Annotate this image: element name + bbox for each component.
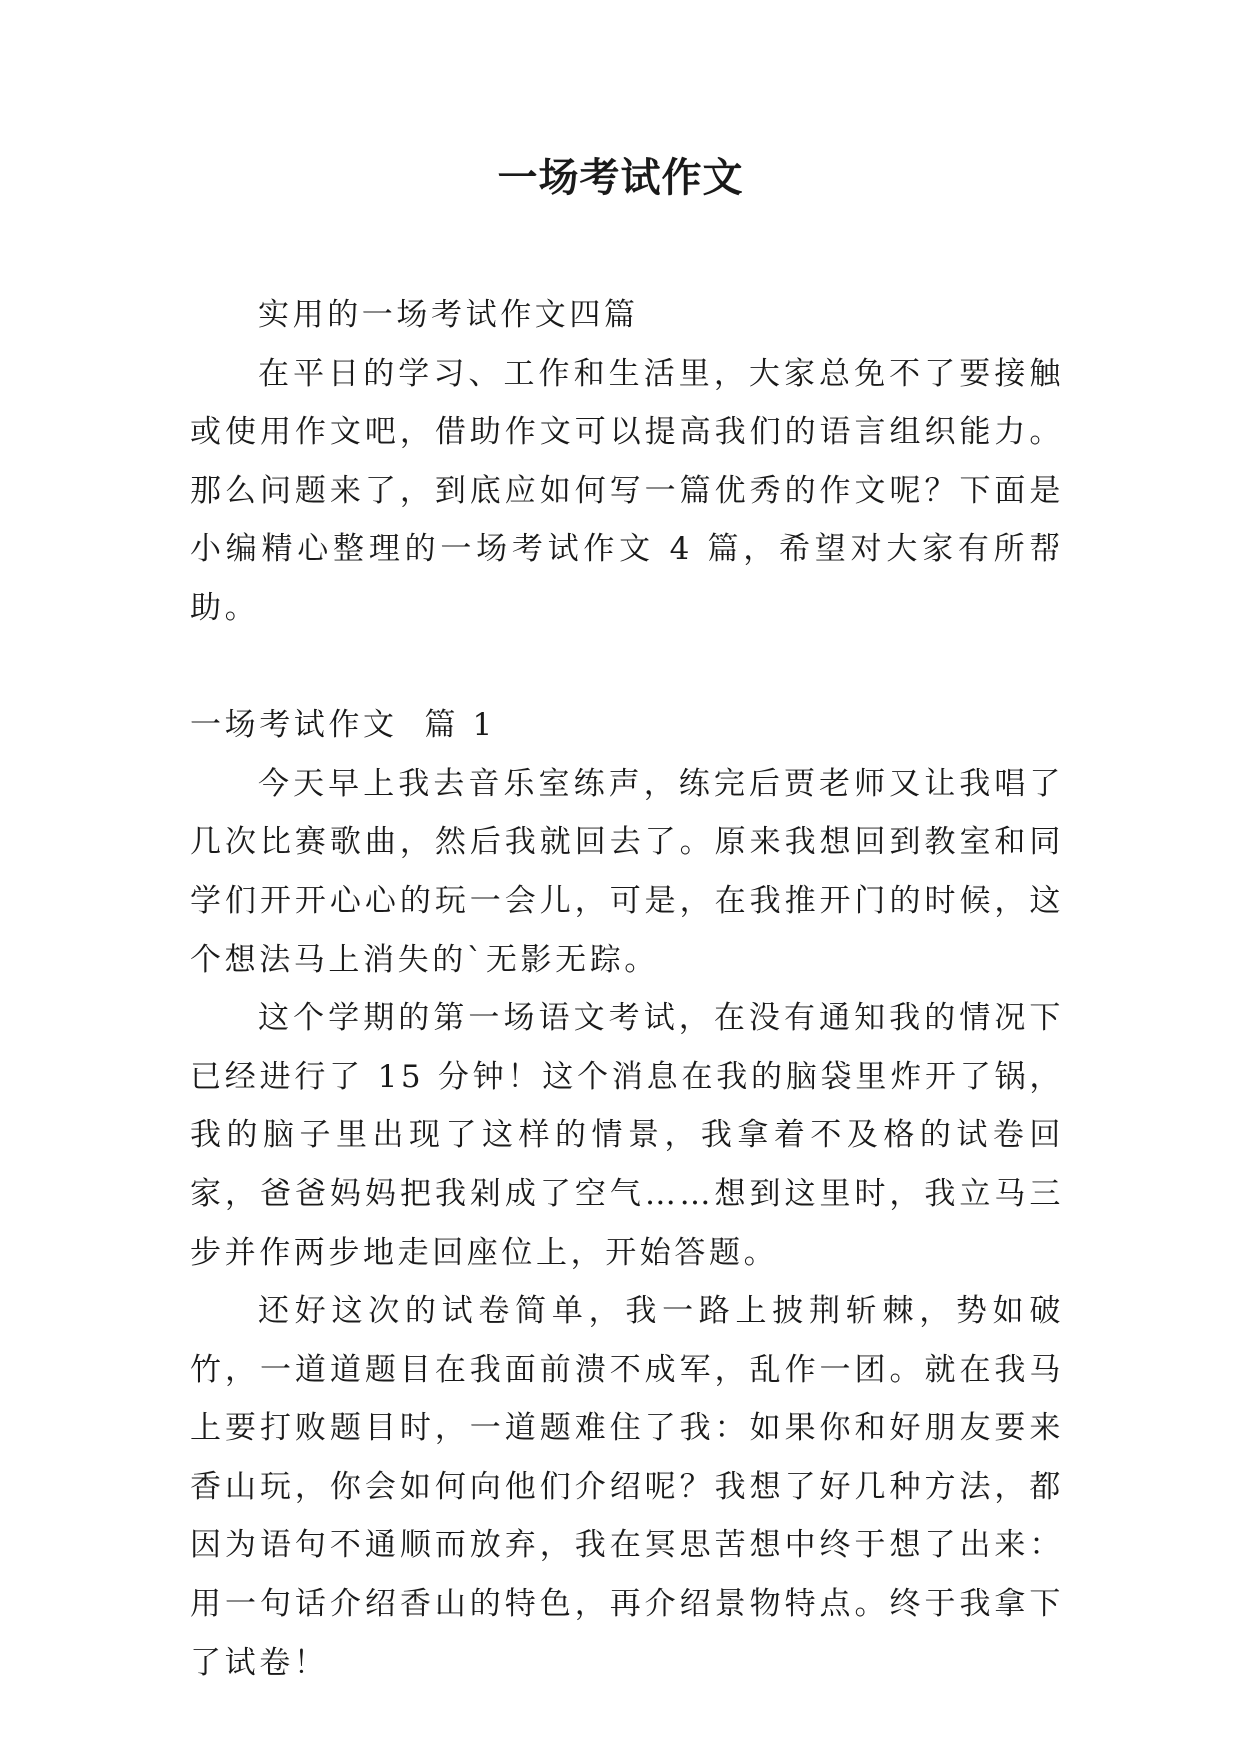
document-body — [190, 286, 1064, 1692]
body-paragraph-3: 还好这次的试卷简单，我一路上披荆斩棘，势如破竹，一道道题目在我面前溃不成军，乱作一团。就在我马上要打败题目时，一道题难住了我：如果你和好朋友要来香山玩，你会如何向他们介绍呢？我想了好几种方法，都因为语句不通顺而放弃，我在冥思苦想中终于想了出来：用一句话介绍香山的特色，再介绍景物特点。终于我拿下了试卷！ — [190, 1293, 1064, 1681]
intro-paragraph: 在平日的学习、工作和生活里，大家总免不了要接触或使用作文吧，借助作文可以提高我们的语言组织能力。那么问题来了，到底应如何写一篇优秀的作文呢？下面是小编精心整理的一场考试作文 4 篇，希望对大家有所帮助。 — [190, 355, 1064, 626]
body-paragraph-1: 今天早上我去音乐室练声，练完后贾老师又让我唱了几次比赛歌曲，然后我就回去了。原来我想回到教室和同学们开开心心的玩一会儿，可是，在我推开门的时候，这个想法马上消失的`无影无踪。 — [190, 765, 1064, 978]
section-heading: 一场考试作文 篇 1 — [190, 707, 496, 744]
body-paragraph-2: 这个学期的第一场语文考试，在没有通知我的情况下已经进行了 15 分钟！这个消息在我的脑袋里炸开了锅，我的脑子里出现了这样的情景，我拿着不及格的试卷回家，爸爸妈妈把我剁成了空气……想到这里时，我立马三步并作两步地走回座位上，开始答题。 — [190, 1000, 1064, 1271]
document-title: 一场考试作文 — [497, 154, 744, 201]
document-subtitle: 实用的一场考试作文四篇 — [258, 297, 639, 333]
